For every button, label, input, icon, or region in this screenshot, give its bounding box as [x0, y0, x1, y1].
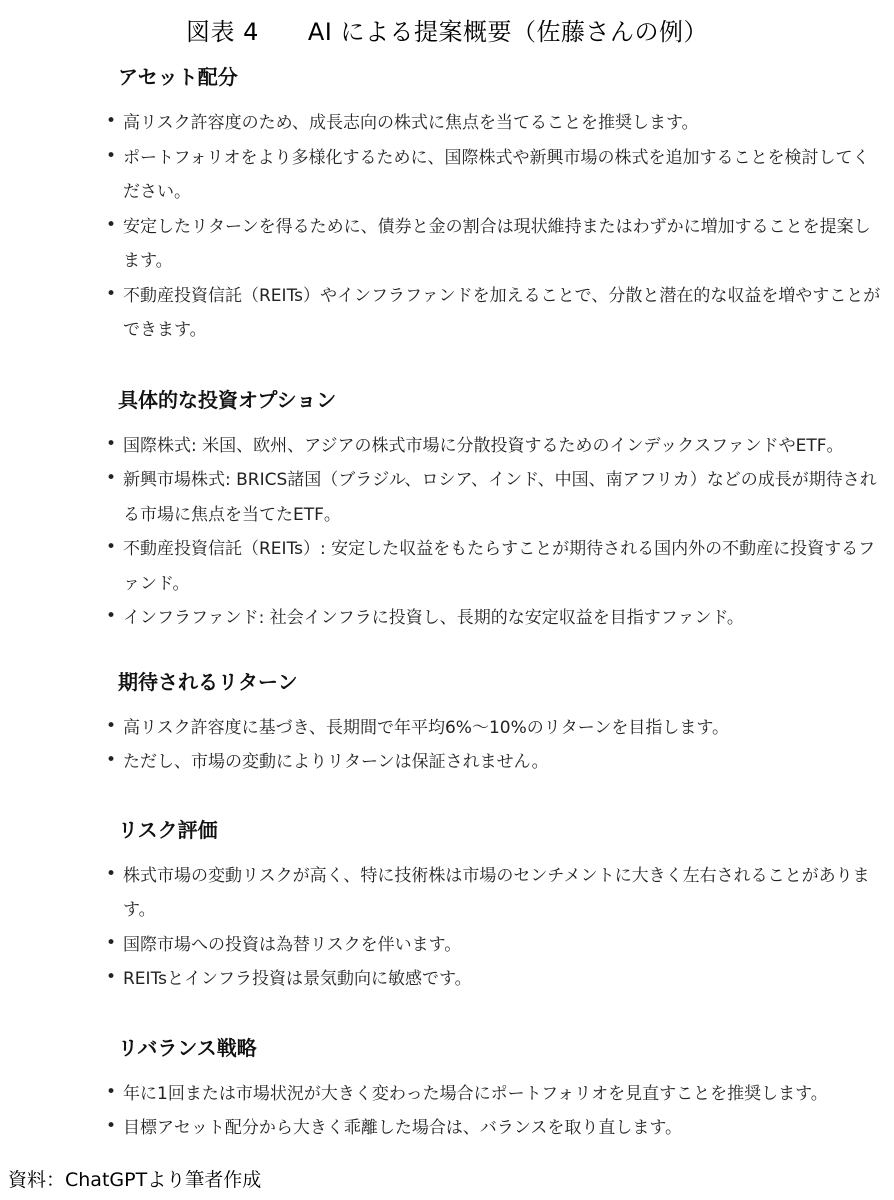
bullet-icon: •: [106, 433, 117, 454]
list-item-text: インフラファンド: 社会インフラに投資し、長期的な安定収益を目指すファンド。: [123, 608, 744, 628]
section-investment-options: [102, 383, 882, 636]
list-item-text: 安定したリターンを得るために、債券と金の割合は現状維持またはわずかに増加することを提案します。: [123, 216, 871, 271]
list-item-text: 年に1回または市場状況が大きく変わった場合にポートフォリオを見直すことを推奨します。: [123, 1083, 828, 1104]
list-item-text: 高リスク許容度のため、成長志向の株式に焦点を当てることを推奨します。: [123, 113, 699, 133]
section-heading: リスク評価: [118, 817, 218, 842]
list-item: [102, 106, 882, 141]
bullet-list: [102, 429, 882, 636]
list-item-text: 不動産投資信託（REITs）やインフラファンドを加えることで、分散と潜在的な収益を増やすことができます。: [123, 285, 881, 340]
bullet-icon: •: [106, 715, 117, 736]
bullet-icon: •: [106, 1081, 117, 1102]
bullet-list: [102, 106, 882, 348]
list-item: [102, 1111, 882, 1146]
list-item: [102, 279, 882, 348]
section-heading: 具体的な投資オプション: [118, 387, 337, 412]
bullet-list: [102, 859, 882, 997]
section-heading: 期待されるリターン: [118, 669, 298, 694]
list-item: [102, 210, 882, 279]
list-item: [102, 711, 882, 746]
bullet-icon: •: [106, 111, 117, 131]
list-item-text: 国際市場への投資は為替リスクを伴います。: [123, 934, 462, 955]
bullet-icon: •: [106, 863, 117, 884]
bullet-icon: •: [106, 606, 117, 626]
list-item: [102, 928, 882, 963]
bullet-icon: •: [106, 145, 117, 166]
bullet-icon: •: [106, 1116, 117, 1136]
section-risk-assessment: [102, 813, 882, 997]
section-asset-allocation: [102, 60, 882, 348]
section-heading: リバランス戦略: [118, 1035, 257, 1060]
list-item: [102, 601, 882, 636]
list-item: [102, 429, 882, 464]
list-item-text: 目標アセット配分から大きく乖離した場合は、バランスを取り直します。: [123, 1118, 682, 1138]
section-expected-returns: [102, 665, 882, 780]
list-item-text: 国際株式: 米国、欧州、アジアの株式市場に分散投資するためのインデックスファンドやETF。: [123, 435, 844, 456]
list-item: [102, 141, 882, 210]
list-item: [102, 463, 882, 532]
bullet-icon: •: [106, 283, 117, 304]
bullet-list: [102, 1077, 882, 1146]
list-item: [102, 532, 882, 601]
list-item: [102, 962, 882, 997]
bullet-icon: •: [106, 967, 117, 987]
bullet-icon: •: [106, 214, 117, 235]
list-item-text: REITsとインフラ投資は景気動向に敏感です。: [123, 969, 472, 989]
list-item: [102, 745, 882, 780]
bullet-list: [102, 711, 882, 780]
list-item: [102, 1077, 882, 1112]
list-item-text: ポートフォリオをより多様化するために、国際株式や新興市場の株式を追加することを検討してください。: [123, 147, 870, 202]
list-item: [102, 859, 882, 928]
list-item-text: 新興市場株式: BRICS諸国（ブラジル、ロシア、インド、中国、南アフリカ）などの成長が期待される市場に焦点を当てたETF。: [123, 470, 877, 525]
section-heading: アセット配分: [118, 65, 238, 89]
list-item-text: 株式市場の変動リスクが高く、特に技術株は市場のセンチメントに大きく左右されることがあります。: [123, 865, 870, 920]
proposal-content: [102, 60, 882, 1146]
source-note: 資料：ChatGPTより筆者作成: [8, 1169, 262, 1191]
bullet-icon: •: [106, 468, 117, 488]
list-item-text: 不動産投資信託（REITs）: 安定した収益をもたらすことが期待される国内外の不動産に投資するファンド。: [123, 539, 876, 594]
section-rebalancing-strategy: [102, 1031, 882, 1146]
bullet-icon: •: [106, 750, 117, 770]
bullet-icon: •: [106, 537, 117, 557]
list-item-text: 高リスク許容度に基づき、長期間で年平均6%～10%のリターンを目指します。: [123, 717, 730, 738]
bullet-icon: •: [106, 932, 117, 953]
list-item-text: ただし、市場の変動によりリターンは保証されません。: [123, 752, 549, 772]
figure-title: 図表 4 AI による提案概要（佐藤さんの例）: [185, 18, 709, 46]
